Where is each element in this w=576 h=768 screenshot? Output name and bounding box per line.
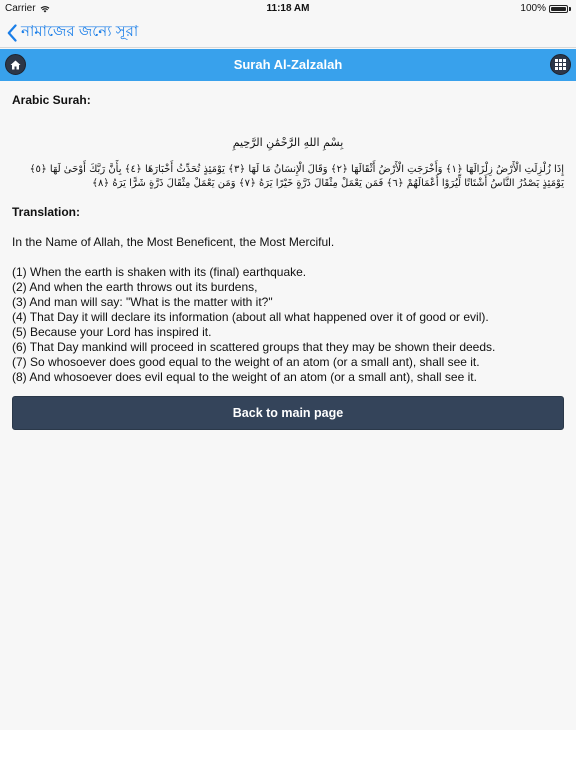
- surah-content: [12, 93, 564, 384]
- arabic-heading: Arabic Surah:: [12, 93, 91, 107]
- verse-line: (3) And man will say: "What is the matter with it?": [12, 295, 273, 309]
- battery-percentage: 100%: [520, 3, 546, 14]
- bismillah-text: بِسْمِ اللهِ الرَّحْمَٰنِ الرَّحِيمِ: [232, 136, 344, 149]
- verse-line: (7) So whosoever does good equal to the weight of an atom (or a small ant), shall see it.: [12, 355, 480, 369]
- verse-line: (6) That Day mankind will proceed in scattered groups that they may be shown their deeds.: [12, 340, 496, 354]
- verse-line: (1) When the earth is shaken with its (final) earthquake.: [12, 265, 307, 279]
- carrier-label: Carrier: [5, 3, 36, 14]
- status-right: [520, 3, 571, 14]
- navigation-bar: [0, 16, 576, 48]
- page-title: Surah Al-Zalzalah: [233, 57, 343, 72]
- status-time: 11:18 AM: [266, 3, 310, 14]
- grid-icon: [555, 59, 566, 70]
- verse-list: [12, 265, 495, 385]
- back-navigation-link[interactable]: [7, 20, 138, 45]
- verse-line: (8) And whosoever does evil equal to the weight of an atom (or a small ant), shall see it.: [12, 370, 477, 384]
- chevron-left-icon: [7, 24, 17, 42]
- verse-line: (5) Because your Lord has inspired it.: [12, 325, 212, 339]
- translation-intro: In the Name of Allah, the Most Beneficent, the Most Merciful.: [12, 235, 335, 249]
- status-bar: [0, 0, 576, 16]
- menu-grid-button[interactable]: [550, 54, 571, 75]
- verse-line: (2) And when the earth throws out its burdens,: [12, 280, 258, 294]
- battery-fill: [551, 7, 566, 11]
- back-link-label: নামাজের জন্যে সূরা: [21, 23, 139, 40]
- verse-line: (4) That Day it will declare its information (about all what happened over it of good or evil).: [12, 310, 489, 324]
- battery-tip: [569, 7, 571, 11]
- arabic-surah-text: إِذَا زُلْزِلَتِ الْأَرْضُ زِلْزَالَهَا ﴿١﴾ وَأَخْرَجَتِ الْأَرْضُ أَثْقَالَهَا ﴿٢﴾ وَقَالَ الْإِنسَانُ مَا لَهَا ﴿٣﴾ يَوْمَئِذٍ تُحَدِّثُ أَخْبَارَهَا ﴿٤﴾ بِأَنَّ رَبَّكَ أَوْحَىٰ لَهَا ﴿٥﴾ يَوْمَئِذٍ يَصْدُرُ النَّاسُ أَشْتَاتًا لِّيُرَوْا أَعْمَالَهُمْ ﴿٦﴾ فَمَن يَعْمَلْ مِثْقَالَ ذَرَّةٍ خَيْرًا يَرَهُ ﴿٧﴾ وَمَن يَعْمَلْ مِثْقَالَ ذَرَّةٍ شَرًّا يَرَهُ ﴿٨﴾: [29, 164, 564, 189]
- title-bar: [0, 49, 576, 81]
- back-to-main-button[interactable]: Back to main page: [12, 396, 564, 430]
- battery-icon: [549, 5, 568, 13]
- translation-heading: Translation:: [12, 205, 81, 219]
